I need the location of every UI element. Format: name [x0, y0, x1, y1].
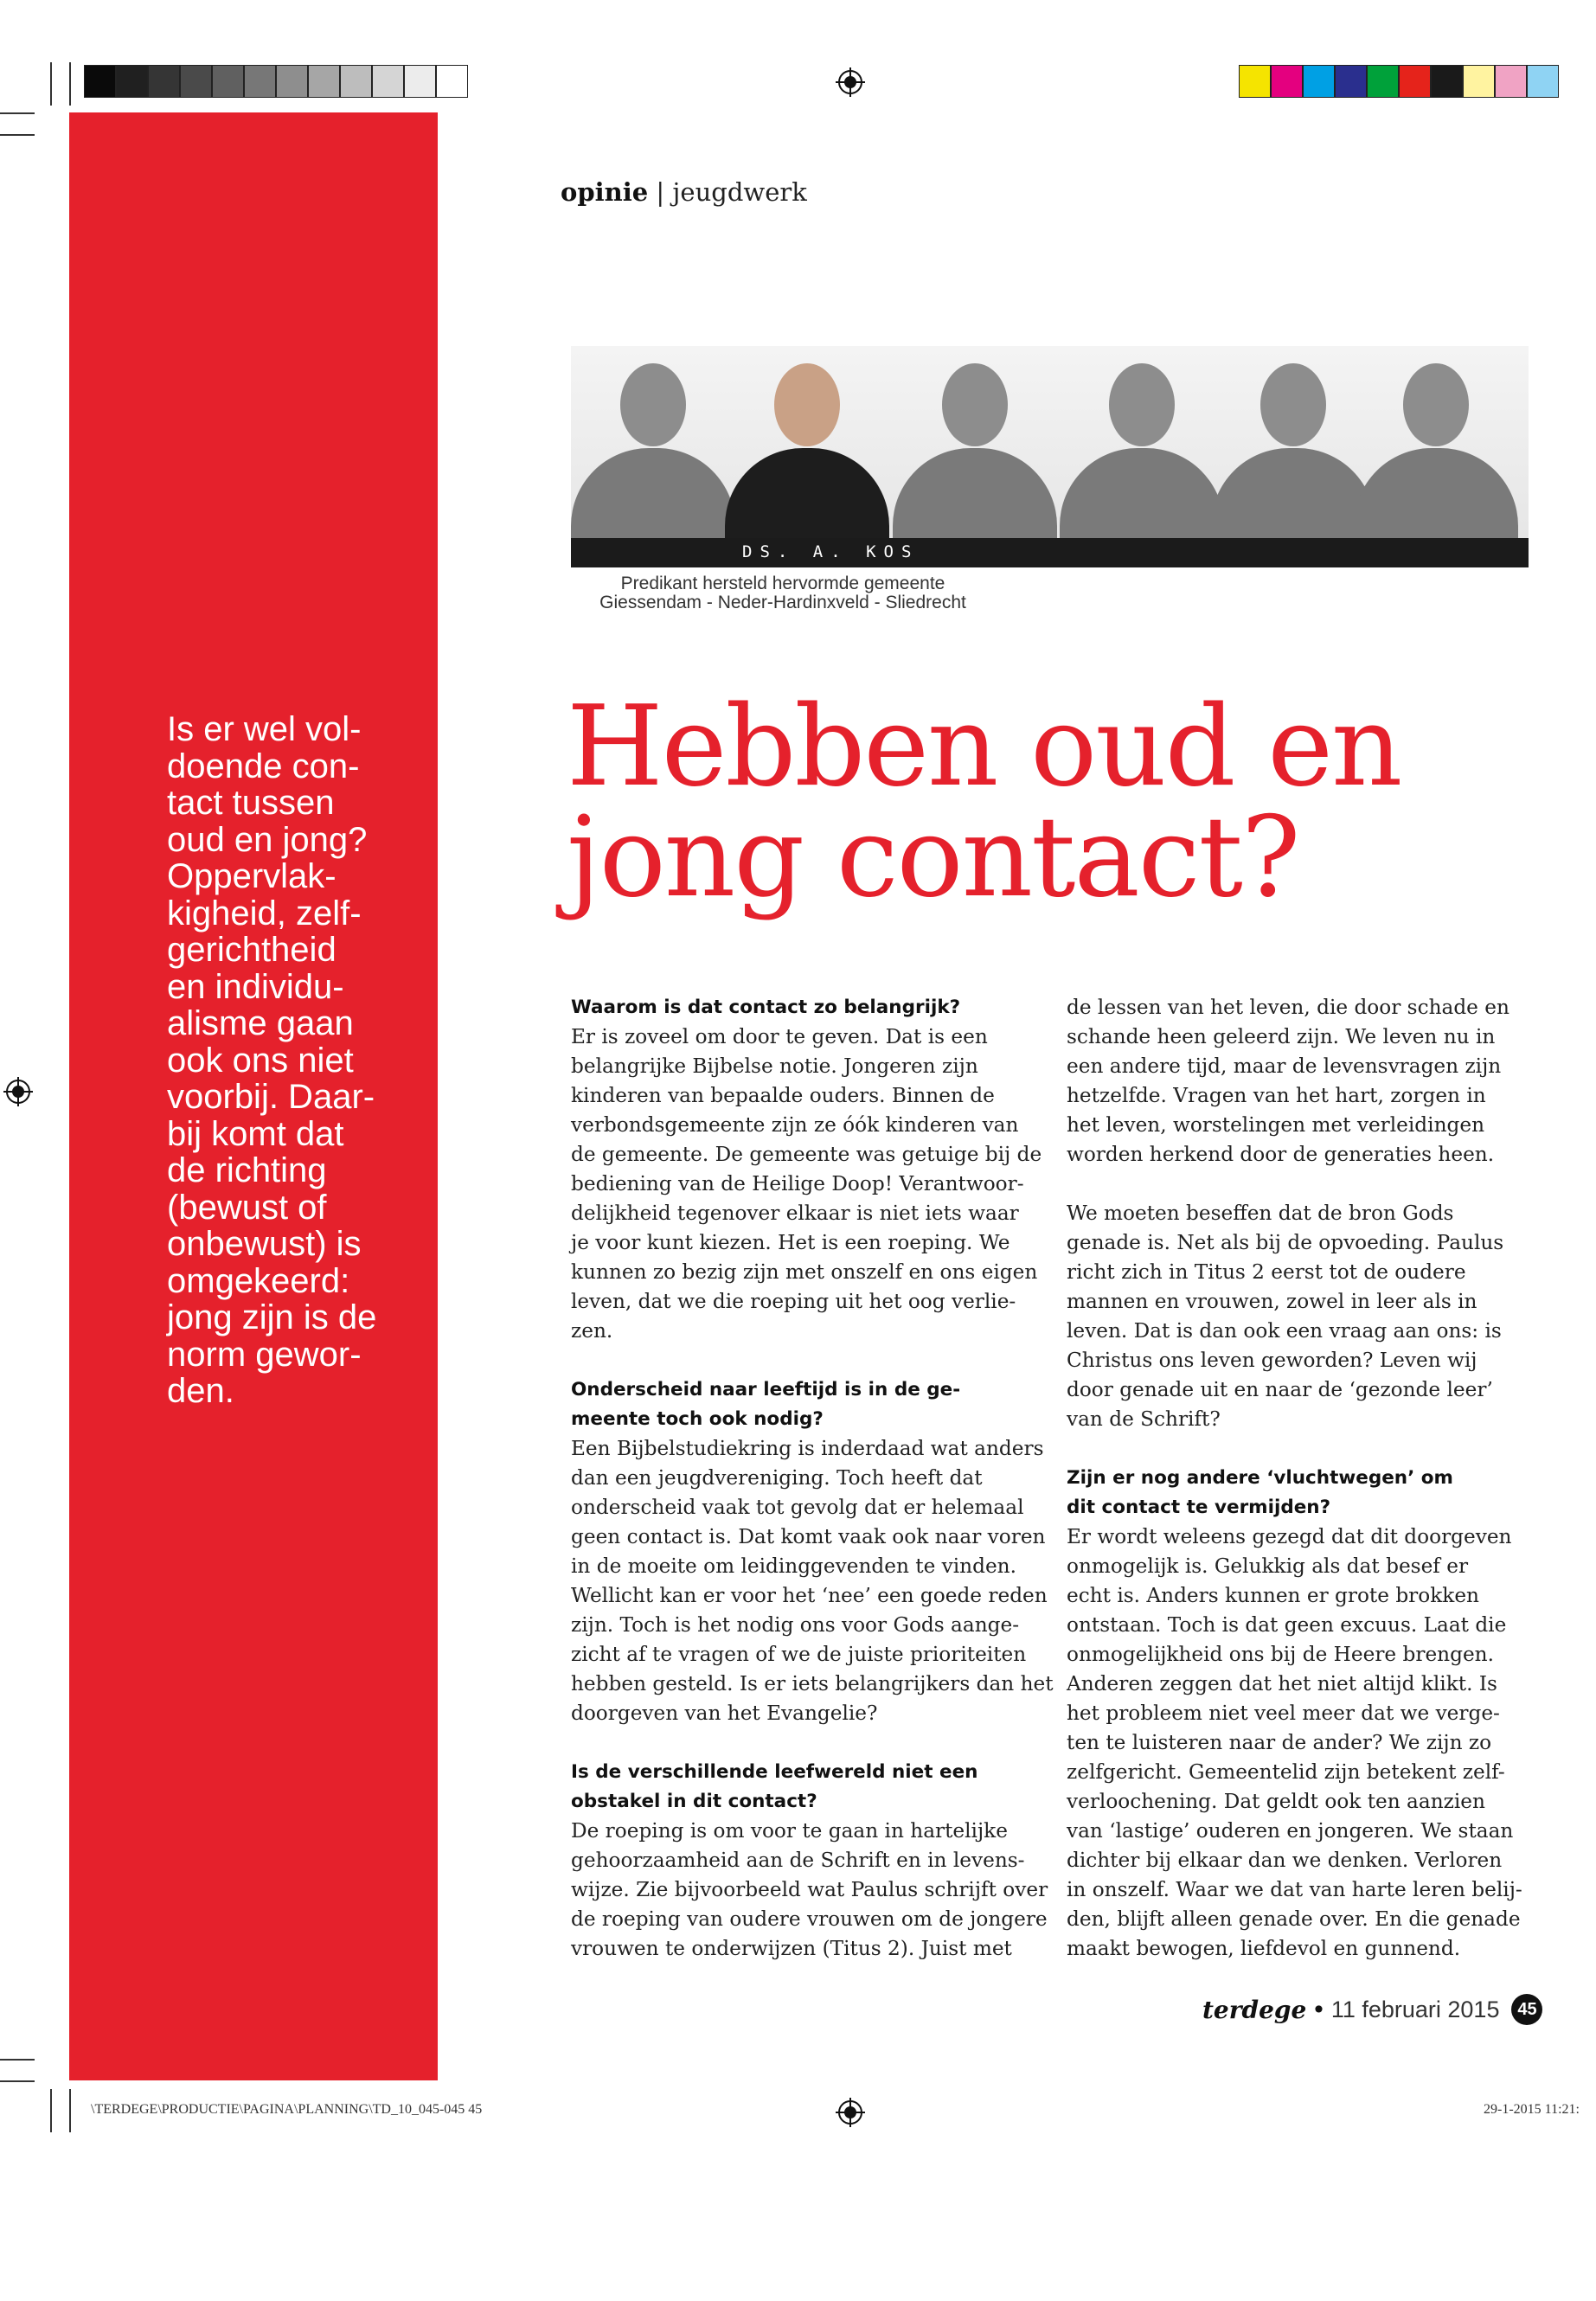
- body-text-line: richt zich in Titus 2 eerst tot de oudere: [1067, 1260, 1466, 1284]
- pull-quote-line: jong zijn is de: [167, 1298, 377, 1336]
- color-swatch: [404, 65, 436, 98]
- rubric-separator: |: [656, 177, 665, 207]
- pull-quote-line: Oppervlak-: [167, 857, 337, 895]
- pull-quote-line: oud en jong?: [167, 820, 368, 859]
- author-caption: [588, 574, 977, 612]
- rubric-category: opinie: [561, 177, 649, 207]
- subheading-line: meente toch ook nodig?: [571, 1408, 824, 1430]
- body-text-line: Christus ons leven geworden? Leven wij: [1067, 1349, 1477, 1372]
- body-text-line: zicht af te vragen of we de juiste prioriteiten: [571, 1643, 1027, 1666]
- pull-quote-line: ook ons niet: [167, 1041, 354, 1080]
- portrait-photo: [1211, 346, 1375, 538]
- body-text-line: geen contact is. Dat komt vaak ook naar voren: [571, 1525, 1046, 1548]
- body-text-line: maakt bewogen, liefdevol en gunnend.: [1067, 1937, 1461, 1960]
- body-text-line: echt is. Anders kunnen er grote brokken: [1067, 1584, 1479, 1607]
- pull-quote-line: voorbij. Daar-: [167, 1078, 375, 1116]
- footer-bullet: •: [1311, 1995, 1326, 2024]
- subheading-line: Zijn er nog andere ‘vluchtwegen’ om: [1067, 1467, 1453, 1489]
- color-swatch: [1335, 65, 1367, 98]
- body-text-line: Er wordt weleens gezegd dat dit doorgeven: [1067, 1525, 1512, 1548]
- gray-color-bar: [84, 65, 468, 98]
- body-text-line: doorgeven van het Evangelie?: [571, 1702, 878, 1725]
- body-text-line: een andere tijd, maar de levensvragen zijn: [1067, 1054, 1502, 1078]
- body-text-line: kunnen zo bezig zijn met onszelf en ons eigen: [571, 1260, 1038, 1284]
- body-text-line: ten te luisteren naar de ander? We zijn zo: [1067, 1731, 1492, 1754]
- color-swatch: [276, 65, 308, 98]
- color-swatch: [148, 65, 180, 98]
- body-text-line: leven. Dat is dan ook een vraag aan ons: is: [1067, 1319, 1502, 1343]
- body-text-line: verbondsgemeente zijn ze óók kinderen van: [571, 1113, 1019, 1137]
- body-text-line: belangrijke Bijbelse notie. Jongeren zijn: [571, 1054, 978, 1078]
- body-text-line: hebben gesteld. Is er iets belangrijkers dan het: [571, 1672, 1054, 1695]
- pull-quote-line: (bewust of: [167, 1188, 327, 1227]
- process-color-bar: [1239, 65, 1559, 98]
- body-text-line: Anderen zeggen dat het niet altijd klikt. Is: [1067, 1672, 1497, 1695]
- pull-quote-line: kigheid, zelf-: [167, 894, 362, 933]
- color-swatch: [116, 65, 148, 98]
- article-column-left: [571, 993, 1054, 1964]
- body-text-line: in onszelf. Waar we dat van harte leren belij-: [1067, 1878, 1522, 1901]
- portrait-photo-featured: [725, 346, 889, 538]
- article-column-right: [1067, 993, 1522, 1964]
- headline-line: Hebben oud en: [567, 683, 1401, 811]
- body-text-line: onmogelijk is. Gelukkig als dat besef er: [1067, 1554, 1469, 1578]
- subheading-line: Is de verschillende leefwereld niet een: [571, 1761, 978, 1783]
- pull-quote-line: Is er wel vol-: [167, 710, 362, 748]
- color-swatch: [308, 65, 340, 98]
- body-text-line: de lessen van het leven, die door schade en: [1067, 996, 1509, 1019]
- pull-quote-line: de richting: [167, 1151, 327, 1189]
- pull-quote-line: onbewust) is: [167, 1225, 362, 1263]
- crop-mark: [69, 2089, 71, 2132]
- body-text-line: genade is. Net als bij de opvoeding. Paulus: [1067, 1231, 1504, 1254]
- author-photos: [571, 346, 1529, 567]
- color-swatch: [1271, 65, 1303, 98]
- body-text-line: het leven, worstelingen met verleidingen: [1067, 1113, 1484, 1137]
- paragraph-gap: [571, 1346, 1003, 1375]
- body-text-line: delijkheid tegenover elkaar is niet iets waar: [571, 1202, 1019, 1225]
- color-swatch: [1431, 65, 1463, 98]
- color-swatch: [244, 65, 276, 98]
- author-name-bar: [571, 538, 1529, 567]
- body-text-line: zijn. Toch is het nodig ons voor Gods aange-: [571, 1613, 1020, 1637]
- color-swatch: [84, 65, 116, 98]
- print-slug-timestamp: 29-1-2015 11:21:: [1484, 2102, 1580, 2117]
- color-swatch: [1367, 65, 1399, 98]
- body-text-line: de roeping van oudere vrouwen om de jongere: [571, 1907, 1048, 1931]
- paragraph-gap: [1067, 1434, 1499, 1464]
- portrait-photo: [1060, 346, 1224, 538]
- magazine-logo: terdege: [1202, 1995, 1307, 2024]
- body-text-line: ontstaan. Toch is dat geen excuus. Laat die: [1067, 1613, 1507, 1637]
- headline: [567, 683, 1561, 922]
- pull-quote-line: en individu-: [167, 967, 344, 1006]
- color-swatch: [180, 65, 212, 98]
- color-swatch: [1527, 65, 1559, 98]
- body-text-line: het probleem niet veel meer dat we verge-: [1067, 1702, 1500, 1725]
- body-text-line: Er is zoveel om door te geven. Dat is een: [571, 1025, 988, 1048]
- author-name: DS. A. KOS: [742, 542, 920, 561]
- body-text-line: onmogelijkheid ons bij de Heere brengen.: [1067, 1643, 1494, 1666]
- body-text-line: van ‘lastige’ ouderen en jongeren. We staan: [1067, 1819, 1514, 1843]
- body-text-line: dan een jeugdvereniging. Toch heeft dat: [571, 1466, 983, 1490]
- body-text-line: door genade uit en naar de ‘gezonde leer’: [1067, 1378, 1493, 1401]
- crop-mark: [0, 2080, 35, 2082]
- body-text-line: verloochening. Dat geldt ook ten aanzien: [1067, 1790, 1485, 1813]
- body-text-line: de gemeente. De gemeente was getuige bij de: [571, 1143, 1042, 1166]
- color-swatch: [212, 65, 244, 98]
- body-text-line: van de Schrift?: [1067, 1407, 1221, 1431]
- rubric-topic: jeugdwerk: [672, 177, 807, 207]
- body-text-line: De roeping is om voor te gaan in hartelijke: [571, 1819, 1008, 1843]
- subheading-line: dit contact te vermijden?: [1067, 1497, 1331, 1518]
- body-text-line: worden herkend door de generaties heen.: [1067, 1143, 1495, 1166]
- color-swatch: [436, 65, 468, 98]
- pull-quote-line: den.: [167, 1372, 234, 1410]
- body-text-line: dichter bij elkaar dan we denken. Verloren: [1067, 1849, 1503, 1872]
- body-text-line: den, blijft alleen genade over. En die genade: [1067, 1907, 1521, 1931]
- subheading-line: Onderscheid naar leeftijd is in de ge-: [571, 1379, 961, 1400]
- color-swatch: [1399, 65, 1431, 98]
- pull-quote-line: omgekeerd:: [167, 1261, 350, 1300]
- color-swatch: [1239, 65, 1271, 98]
- page-footer: [1202, 1994, 1542, 2025]
- print-slug-path: \TERDEGE\PRODUCTIE\PAGINA\PLANNING\TD_10_045-045 45: [91, 2102, 483, 2117]
- crop-mark: [0, 112, 35, 114]
- registration-mark-icon: [836, 2098, 865, 2127]
- body-text-line: mannen en vrouwen, zowel in leer als in: [1067, 1290, 1477, 1313]
- subheading-line: Waarom is dat contact zo belangrijk?: [571, 997, 961, 1018]
- body-text-line: hetzelfde. Vragen van het hart, zorgen in: [1067, 1084, 1486, 1107]
- body-text-line: in de moeite om leidinggevenden te vinden.: [571, 1554, 1016, 1578]
- color-swatch: [372, 65, 404, 98]
- body-text-line: zelfgericht. Gemeentelid zijn betekent zelf-: [1067, 1760, 1505, 1784]
- portrait-photo: [1354, 346, 1518, 538]
- crop-mark: [50, 62, 52, 106]
- paragraph-gap: [1067, 1170, 1499, 1199]
- registration-mark-icon: [836, 67, 865, 97]
- section-rubric: [561, 177, 807, 207]
- body-text-line: zen.: [571, 1319, 613, 1343]
- page-number: 45: [1511, 1994, 1542, 2025]
- body-text-line: schande heen geleerd zijn. We leven nu in: [1067, 1025, 1496, 1048]
- issue-date: 11 februari 2015: [1330, 1996, 1500, 2022]
- crop-mark: [0, 134, 35, 136]
- color-swatch: [1495, 65, 1527, 98]
- pull-quote-line: doende con-: [167, 747, 360, 785]
- color-swatch: [1463, 65, 1495, 98]
- pull-quote-line: alisme gaan: [167, 1004, 354, 1042]
- body-text-line: We moeten beseffen dat de bron Gods: [1067, 1202, 1454, 1225]
- color-swatch: [1303, 65, 1335, 98]
- dotted-divider: [165, 536, 397, 539]
- body-text-line: kinderen van bepaalde ouders. Binnen de: [571, 1084, 995, 1107]
- portrait-photo: [571, 346, 735, 538]
- body-text-line: onderscheid vaak tot gevolg dat er helemaal: [571, 1496, 1024, 1519]
- crop-mark: [0, 2059, 35, 2061]
- body-text-line: Wellicht kan er voor het ‘nee’ een goede reden: [571, 1584, 1048, 1607]
- body-text-line: bediening van de Heilige Doop! Verantwoor-: [571, 1172, 1024, 1195]
- color-swatch: [340, 65, 372, 98]
- body-text-line: gehoorzaamheid aan de Schrift en in levens-: [571, 1849, 1025, 1872]
- body-text-line: Een Bijbelstudiekring is inderdaad wat anders: [571, 1437, 1044, 1460]
- author-caption-line: Giessendam - Neder-Hardinxveld - Sliedrecht: [599, 593, 966, 612]
- subheading-line: obstakel in dit contact?: [571, 1791, 817, 1812]
- pull-quote-line: bij komt dat: [167, 1114, 344, 1153]
- pull-quote-line: norm gewor-: [167, 1335, 362, 1374]
- pull-quote: [167, 711, 426, 1410]
- author-caption-line: Predikant hersteld hervormde gemeente: [620, 574, 945, 593]
- headline-line: jong contact?: [567, 793, 1299, 922]
- pull-quote-line: tact tussen: [167, 784, 335, 822]
- body-text-line: je voor kunt kiezen. Het is een roeping. We: [571, 1231, 1010, 1254]
- portrait-photo: [893, 346, 1057, 538]
- crop-mark: [50, 2089, 52, 2132]
- body-text-line: leven, dat we die roeping uit het oog verlie-: [571, 1290, 1016, 1313]
- registration-mark-icon: [3, 1077, 33, 1106]
- pull-quote-line: gerichtheid: [167, 931, 337, 969]
- crop-mark: [69, 62, 71, 106]
- body-text-line: wijze. Zie bijvoorbeeld wat Paulus schrijft over: [571, 1878, 1048, 1901]
- body-text-line: vrouwen te onderwijzen (Titus 2). Juist met: [571, 1937, 1012, 1960]
- paragraph-gap: [571, 1728, 1003, 1758]
